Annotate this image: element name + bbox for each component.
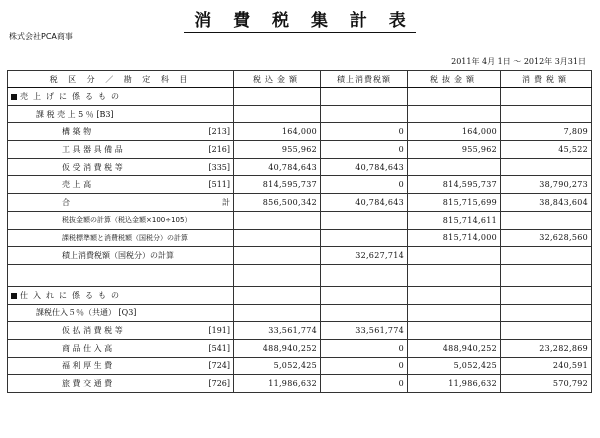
- consumption-tax-value: 570,792: [501, 375, 592, 393]
- table-row: [8, 158, 592, 176]
- calc-label: 積上消費税額（国税分）の計算: [8, 247, 234, 265]
- tax-included-value: 33,561,774: [234, 322, 321, 340]
- tax-included-value: 488,940,252: [234, 339, 321, 357]
- report-title: 消 費 税 集 計 表: [0, 6, 600, 31]
- table-row: [8, 357, 592, 375]
- header-category: 税 区 分 ／ 勘 定 科 目: [8, 71, 234, 88]
- accumulated-tax-value: 0: [321, 141, 408, 159]
- account-name: 旅 費 交 通 費: [62, 379, 113, 389]
- tax-included-value: 5,052,425: [234, 357, 321, 375]
- table-row: [8, 141, 592, 159]
- account-code: [724]: [208, 361, 230, 371]
- accumulated-tax-value: 0: [321, 176, 408, 194]
- tax-included-value: 955,962: [234, 141, 321, 159]
- account-name: 構 築 物: [62, 127, 92, 137]
- table-row: [8, 339, 592, 357]
- tax-included-value: 11,986,632: [234, 375, 321, 393]
- header-accumulated-tax: 積上消費税額: [321, 71, 408, 88]
- total-label-left: 合: [62, 197, 70, 207]
- table-row: [8, 375, 592, 393]
- section-row-sales: [8, 88, 592, 106]
- calc-consumption-tax-value: 32,628,560: [501, 229, 592, 247]
- account-code: [213]: [208, 127, 230, 137]
- account-code: [511]: [208, 180, 230, 190]
- consumption-tax-value: 7,809: [501, 123, 592, 141]
- table-row: [8, 123, 592, 141]
- account-code: [726]: [208, 379, 230, 389]
- square-bullet-icon: [11, 293, 17, 299]
- tax-included-value: 40,784,643: [234, 158, 321, 176]
- calc-row-standard: [8, 229, 592, 247]
- accumulated-tax-value: 0: [321, 123, 408, 141]
- account-code: [216]: [208, 144, 230, 154]
- table-row: [8, 176, 592, 194]
- report-period: 2011年 4月 1日 ～ 2012年 3月31日: [451, 57, 586, 66]
- account-name: 仮 受 消 費 税 等: [62, 162, 123, 172]
- accumulated-tax-value: 40,784,643: [321, 158, 408, 176]
- total-tax-excluded: 815,715,699: [408, 194, 501, 212]
- consumption-tax-value: [501, 322, 592, 340]
- account-name: 福 利 厚 生 費: [62, 361, 113, 371]
- tax-excluded-value: 5,052,425: [408, 357, 501, 375]
- account-code: [191]: [208, 326, 230, 336]
- account-name: 工 具 器 具 備 品: [62, 144, 123, 154]
- header-tax-included: 税込金額: [234, 71, 321, 88]
- tax-excluded-value: 488,940,252: [408, 339, 501, 357]
- tax-summary-table: [7, 70, 592, 393]
- tax-excluded-value: [408, 158, 501, 176]
- header-consumption-tax: 消費税額: [501, 71, 592, 88]
- tax-excluded-value: 164,000: [408, 123, 501, 141]
- total-row: [8, 194, 592, 212]
- section-label-sales: 売上げに係るもの: [8, 88, 234, 106]
- tax-included-value: 164,000: [234, 123, 321, 141]
- calc-tax-excluded-value: 815,714,000: [408, 229, 501, 247]
- account-code: [541]: [208, 343, 230, 353]
- subsection-row-purchases: [8, 304, 592, 322]
- accumulated-tax-value: 0: [321, 339, 408, 357]
- consumption-tax-value: 45,522: [501, 141, 592, 159]
- calc-tax-excluded-value: 815,714,611: [408, 211, 501, 229]
- spacer-row: [8, 264, 592, 286]
- tax-excluded-value: 814,595,737: [408, 176, 501, 194]
- square-bullet-icon: [11, 94, 17, 100]
- account-name: 仮 払 消 費 税 等: [62, 326, 123, 336]
- calc-label: 税抜金額の計算（税込金額×100÷105）: [8, 211, 234, 229]
- company-name: 株式会社PCA商事: [9, 32, 73, 41]
- consumption-tax-value: 38,790,273: [501, 176, 592, 194]
- calc-row-tax-excluded: [8, 211, 592, 229]
- section-row-purchases: [8, 286, 592, 304]
- tax-excluded-value: [408, 322, 501, 340]
- consumption-tax-value: 240,591: [501, 357, 592, 375]
- table-header-row: [8, 71, 592, 88]
- account-name: 売 上 高: [62, 180, 92, 190]
- total-label-right: 計: [222, 197, 230, 207]
- account-name: 商 品 仕 入 高: [62, 343, 113, 353]
- subsection-label-sales: 課 税 売 上 5 ％ [B3]: [8, 105, 234, 123]
- tax-excluded-value: 955,962: [408, 141, 501, 159]
- header-tax-excluded: 税抜金額: [408, 71, 501, 88]
- section-label-purchases: 仕入れに係るもの: [8, 286, 234, 304]
- total-tax-included: 856,500,342: [234, 194, 321, 212]
- consumption-tax-value: [501, 158, 592, 176]
- tax-excluded-value: 11,986,632: [408, 375, 501, 393]
- account-code: [335]: [208, 162, 230, 172]
- total-accumulated-tax: 40,784,643: [321, 194, 408, 212]
- accumulated-tax-value: 0: [321, 357, 408, 375]
- tax-included-value: 814,595,737: [234, 176, 321, 194]
- table-row: [8, 322, 592, 340]
- total-consumption-tax: 38,843,604: [501, 194, 592, 212]
- accumulated-tax-value: 0: [321, 375, 408, 393]
- calc-accumulated-tax-value: 32,627,714: [321, 247, 408, 265]
- consumption-tax-value: 23,282,869: [501, 339, 592, 357]
- calc-row-accumulated: [8, 247, 592, 265]
- subsection-label-purchases: 課税仕入５％（共通） [Q3]: [8, 304, 234, 322]
- calc-label: 課税標準額と消費税額（国税分）の計算: [8, 229, 234, 247]
- accumulated-tax-value: 33,561,774: [321, 322, 408, 340]
- subsection-row-sales: [8, 105, 592, 123]
